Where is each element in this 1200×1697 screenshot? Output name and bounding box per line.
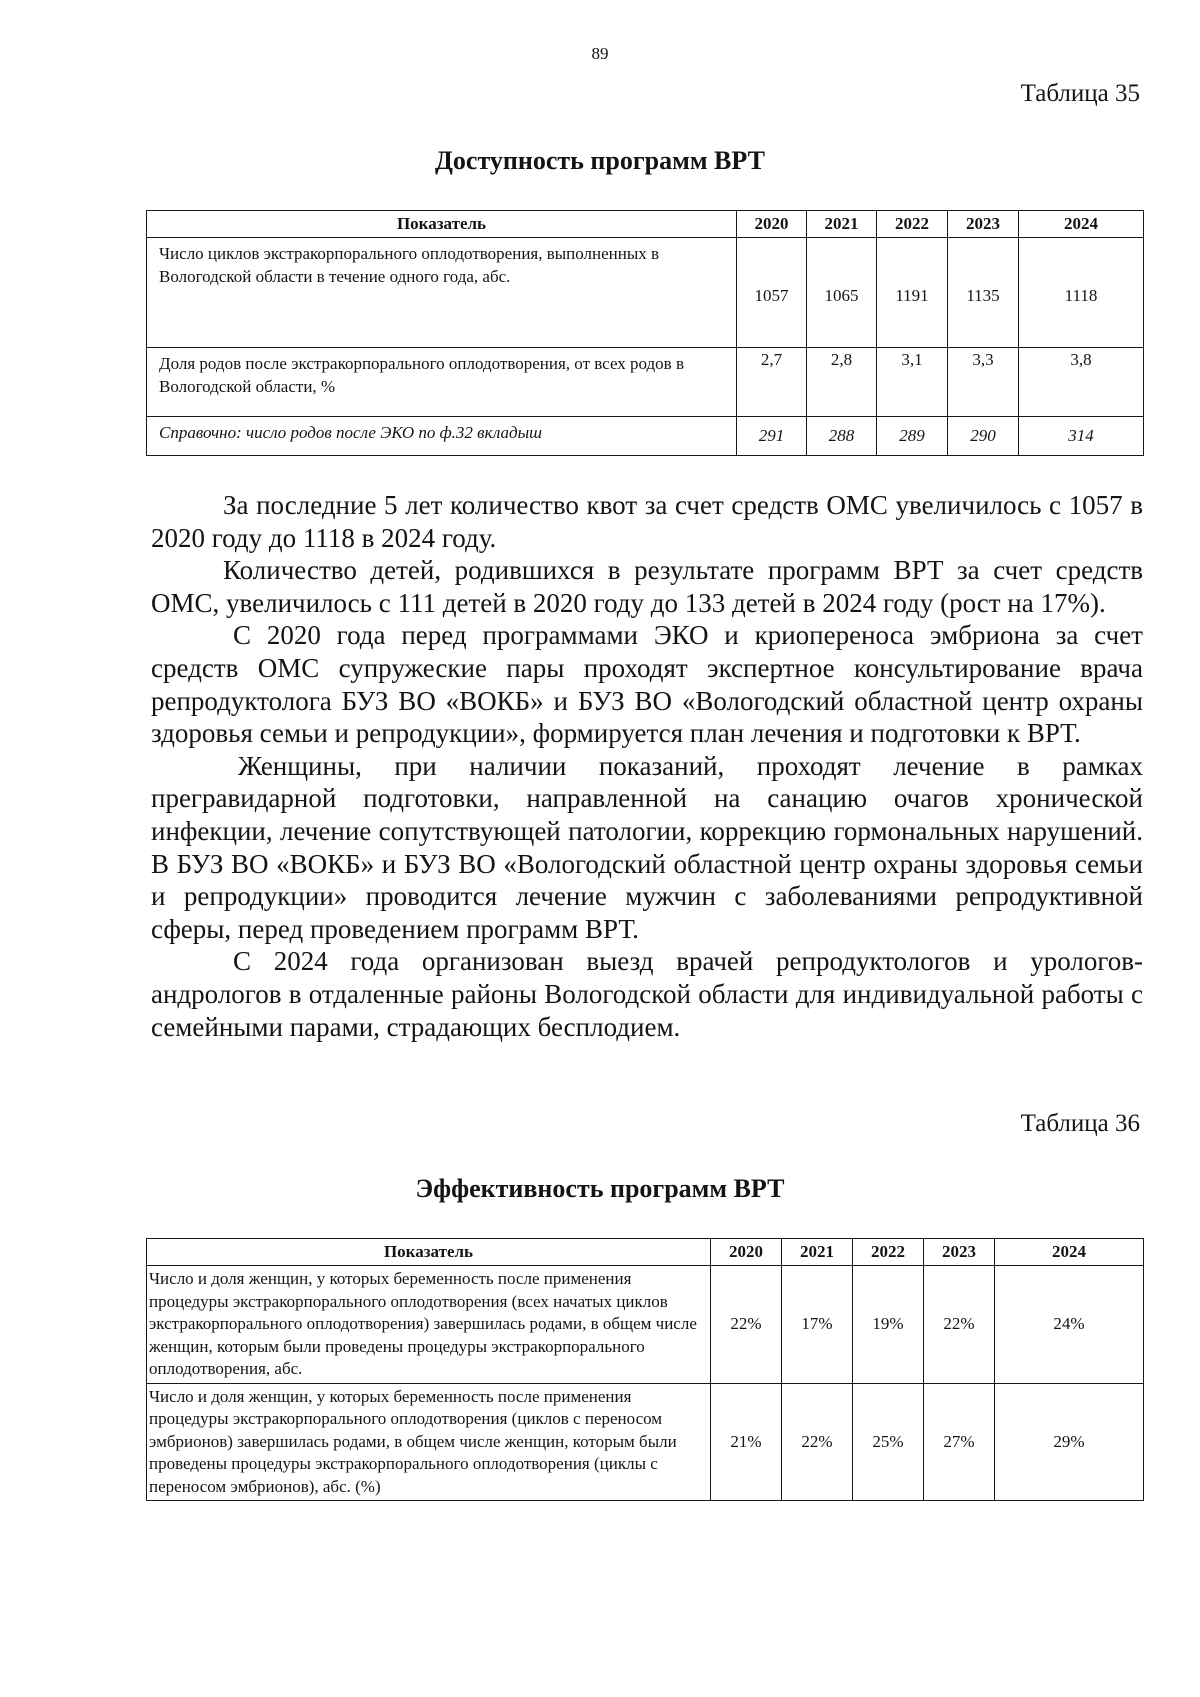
header-year: 2024 [1019, 211, 1144, 238]
cell-value: 3,8 [1019, 348, 1144, 417]
table-36 [146, 1238, 1144, 1501]
paragraph: С 2020 года перед программами ЭКО и криопереноса эмбриона за счет средств ОМС супружеские пары проходят экспертное консультирование врача репродуктолога БУЗ ВО «ВОКБ» и БУЗ ВО «Вологодский областной центр охраны здоровья семьи и репродукции», формируется план лечения и подготовки к ВРТ. [151, 620, 1143, 749]
header-year: 2022 [877, 211, 948, 238]
cell-value: 314 [1019, 417, 1144, 456]
cell-value: 21% [711, 1383, 782, 1501]
header-indicator: Показатель [147, 1239, 711, 1266]
header-year: 2024 [995, 1239, 1144, 1266]
cell-value: 24% [995, 1266, 1144, 1384]
paragraph: За последние 5 лет количество квот за счет средств ОМС увеличилось с 1057 в 2020 году до 1118 в 2024 году. [151, 490, 1143, 553]
table-row [147, 1383, 1144, 1501]
cell-value: 27% [924, 1383, 995, 1501]
row-label: Доля родов после экстракорпорального оплодотворения, от всех родов в Вологодской области, % [147, 348, 737, 417]
cell-value: 22% [924, 1266, 995, 1384]
header-year: 2020 [737, 211, 807, 238]
table-36-label: Таблица 36 [1020, 1110, 1140, 1137]
row-label: Число циклов экстракорпорального оплодотворения, выполненных в Вологодской области в течение одного года, абс. [147, 238, 737, 348]
paragraph: Женщины, при наличии показаний, проходят лечение в рамках прегравидарной подготовки, направленной на санацию очагов хронической инфекции, лечение сопутствующей патологии, коррекцию гормональных нарушений. В БУЗ ВО «ВОКБ» и БУЗ ВО «Вологодский областной центр охраны здоровья семьи и репродукции» проводится лечение мужчин с заболеваниями репродуктивной сферы, перед проведением программ ВРТ. [151, 750, 1143, 944]
header-year: 2021 [807, 211, 877, 238]
table-row [147, 348, 1144, 417]
cell-value: 1057 [737, 238, 807, 348]
header-year: 2020 [711, 1239, 782, 1266]
cell-value: 2,7 [737, 348, 807, 417]
table-35-title: Доступность программ ВРТ [435, 146, 765, 175]
header-indicator: Показатель [147, 211, 737, 238]
cell-value: 19% [853, 1266, 924, 1384]
cell-value: 2,8 [807, 348, 877, 417]
cell-value: 1065 [807, 238, 877, 348]
table-35 [146, 210, 1144, 456]
cell-value: 1118 [1019, 238, 1144, 348]
table-row [147, 417, 1144, 456]
row-label: Число и доля женщин, у которых беременность после применения процедуры экстракорпорального оплодотворения (циклов с переносом эмбрионов) завершилась родами, в общем числе женщин, которым были проведены процедуры экстракорпорального оплодотворения (циклы с переносом эмбрионов), абс. (%) [147, 1383, 711, 1501]
header-year: 2023 [924, 1239, 995, 1266]
table-36-title: Эффективность программ ВРТ [415, 1174, 785, 1203]
row-label: Справочно: число родов после ЭКО по ф.32 вкладыш [147, 417, 737, 456]
paragraph: С 2024 года организован выезд врачей репродуктологов и урологов-андрологов в отдаленные районы Вологодской области для индивидуальной работы с семейными парами, страдающих бесплодием. [151, 946, 1143, 1042]
table-row [147, 238, 1144, 348]
cell-value: 25% [853, 1383, 924, 1501]
cell-value: 1191 [877, 238, 948, 348]
cell-value: 288 [807, 417, 877, 456]
table-header-row [147, 211, 1144, 238]
cell-value: 1135 [948, 238, 1019, 348]
cell-value: 291 [737, 417, 807, 456]
body-text [151, 489, 1143, 1043]
cell-value: 17% [782, 1266, 853, 1384]
paragraph: Количество детей, родившихся в результате программ ВРТ за счет средств ОМС, увеличилось с 111 детей в 2020 году до 133 детей в 2024 году (рост на 17%). [151, 555, 1143, 618]
cell-value: 29% [995, 1383, 1144, 1501]
cell-value: 3,3 [948, 348, 1019, 417]
table-35-label: Таблица 35 [1020, 80, 1140, 107]
header-year: 2021 [782, 1239, 853, 1266]
cell-value: 290 [948, 417, 1019, 456]
cell-value: 22% [782, 1383, 853, 1501]
table-row [147, 1266, 1144, 1384]
cell-value: 22% [711, 1266, 782, 1384]
table-header-row [147, 1239, 1144, 1266]
header-year: 2023 [948, 211, 1019, 238]
page-number: 89 [591, 44, 609, 63]
cell-value: 3,1 [877, 348, 948, 417]
header-year: 2022 [853, 1239, 924, 1266]
row-label: Число и доля женщин, у которых беременность после применения процедуры экстракорпорального оплодотворения (всех начатых циклов экстракорпорального оплодотворения) завершилась родами, в общем числе женщин, которым были проведены процедуры экстракорпорального оплодотворения, абс. [147, 1266, 711, 1384]
cell-value: 289 [877, 417, 948, 456]
